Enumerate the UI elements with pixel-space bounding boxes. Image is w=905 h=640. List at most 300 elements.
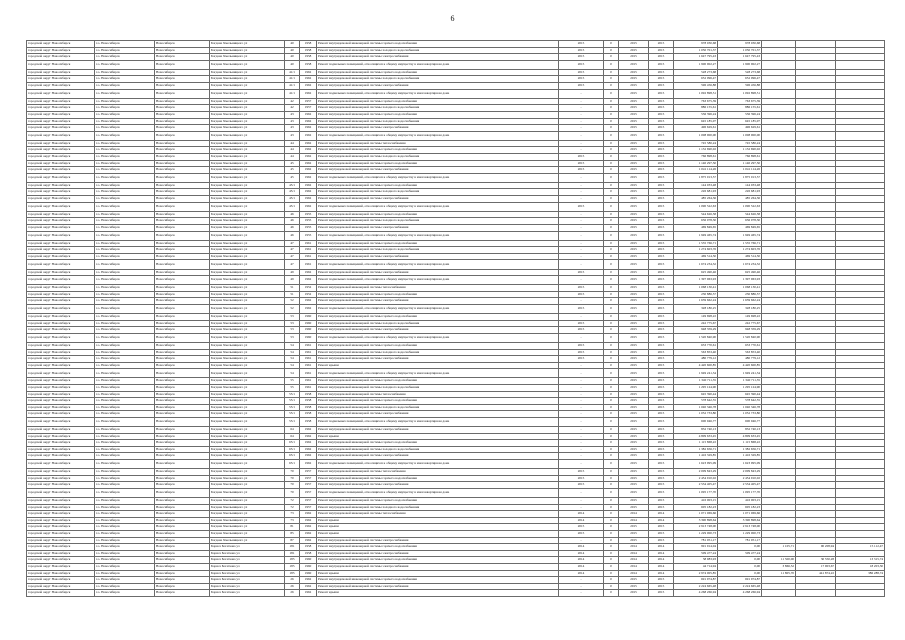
table-cell-district: городской округ Новосибирск [27, 378, 95, 385]
table-cell-cost-b [796, 41, 836, 48]
table-cell-cost-a [762, 504, 796, 511]
table-cell-cost-b [796, 411, 836, 418]
table-cell-cost-c [836, 83, 885, 90]
table-cell-street: Богдана Хмельницкого ул [210, 320, 285, 327]
table-cell-house: 64 [285, 433, 300, 440]
table-cell-cost-c [836, 182, 885, 189]
table-cell-cost-b: 17 903,67 [796, 563, 836, 570]
table-cell-flag: 0 [604, 69, 619, 76]
table-cell-work-type: Ремонт крыши [317, 362, 559, 369]
table-cell-year-built: 1962 [300, 89, 317, 98]
table-row [27, 460, 885, 469]
table-cell-district: городской округ Новосибирск [27, 304, 95, 313]
table-cell-street: Богдана Хмельницкого ул [210, 511, 285, 518]
table-cell-cost-c [836, 69, 885, 76]
table-cell-flag: 0 [604, 349, 619, 356]
table-cell-end-year: 2015 [649, 285, 674, 292]
table-cell-cost-b [796, 154, 836, 161]
table-cell-start-year: 2014 [619, 511, 649, 518]
table-cell-plan-year: - [559, 211, 604, 218]
table-cell-municipality: г.о. Новосибирск [95, 202, 155, 211]
table-cell-year-built: 1957 [300, 475, 317, 482]
table-cell-district: городской округ Новосибирск [27, 453, 95, 460]
table-cell-total-cost: 652 096,47 [674, 76, 718, 83]
table-cell-city: Новосибирск [155, 391, 210, 398]
table-cell-year-built: 1962 [300, 118, 317, 125]
table-cell-district: городской округ Новосибирск [27, 517, 95, 524]
table-cell-cost-b [796, 577, 836, 584]
table-cell-end-year: 2015 [649, 327, 674, 334]
table-cell-plan-year: - [559, 577, 604, 584]
table-cell-plan-year: - [559, 427, 604, 434]
table-cell-municipality: г.о. Новосибирск [95, 160, 155, 167]
table-row [27, 98, 885, 105]
table-cell-work-type: Ремонт подвальных помещений, относящихся к общему имуществу в многоквартирном доме [317, 417, 559, 426]
table-cell-city: Новосибирск [155, 583, 210, 590]
table-cell-flag: 0 [604, 196, 619, 203]
table-cell-street: Богдана Хмельницкого ул [210, 276, 285, 285]
table-cell-municipality: г.о. Новосибирск [95, 276, 155, 285]
table-cell-district: городской округ Новосибирск [27, 269, 95, 276]
table-cell-municipality: г.о. Новосибирск [95, 482, 155, 489]
table-cell-house: 44 [285, 154, 300, 161]
table-cell-flag: 0 [604, 76, 619, 83]
table-cell-plan-year: 2015 [559, 291, 604, 298]
table-cell-plan-year: - [559, 404, 604, 411]
table-cell-cost-a [762, 398, 796, 405]
table-cell-end-year: 2015 [649, 404, 674, 411]
table-cell-district: городской округ Новосибирск [27, 577, 95, 584]
table-cell-plan-year: - [559, 433, 604, 440]
table-cell-flag: 0 [604, 583, 619, 590]
table-cell-street: Богдана Хмельницкого ул [210, 298, 285, 305]
table-cell-flag: 0 [604, 356, 619, 363]
table-cell-district: городской округ Новосибирск [27, 333, 95, 342]
table-cell-cost-a [762, 362, 796, 369]
table-cell-end-year: 2015 [649, 105, 674, 112]
table-cell-fund-cost: 1 229 000,73 [718, 530, 762, 537]
table-cell-end-year: 2015 [649, 398, 674, 405]
table-cell-cost-a [762, 391, 796, 398]
table-cell-cost-b [796, 427, 836, 434]
table-cell-cost-a [762, 76, 796, 83]
table-cell-work-type: Ремонт подвальных помещений, относящихся к общему имуществу в многоквартирном доме [317, 369, 559, 378]
table-row [27, 327, 885, 334]
table-cell-year-built: 1962 [300, 69, 317, 76]
table-cell-work-type: Ремонт внутридомовой инженерной системы холодного водоснабжения [317, 47, 559, 54]
table-cell-end-year: 2015 [649, 440, 674, 447]
table-cell-flag: 0 [604, 369, 619, 378]
table-cell-district: городской округ Новосибирск [27, 285, 95, 292]
table-cell-year-built: 1957 [300, 469, 317, 476]
table-cell-total-cost: 645 390,44 [674, 391, 718, 398]
table-cell-fund-cost: 469 514,50 [718, 253, 762, 260]
table-cell-start-year: 2015 [619, 427, 649, 434]
table-row [27, 369, 885, 378]
table-row [27, 240, 885, 247]
table-row [27, 590, 885, 597]
table-cell-street: Богдана Хмельницкого ул [210, 247, 285, 254]
table-cell-municipality: г.о. Новосибирск [95, 333, 155, 342]
table-cell-street: Богдана Хмельницкого ул [210, 147, 285, 154]
table-cell-end-year: 2015 [649, 342, 674, 349]
table-cell-city: Новосибирск [155, 511, 210, 518]
table-cell-end-year: 2015 [649, 140, 674, 147]
table-cell-district: городской округ Новосибирск [27, 570, 95, 577]
table-cell-city: Новосибирск [155, 196, 210, 203]
table-cell-total-cost: 144 033,48 [674, 182, 718, 189]
table-row [27, 41, 885, 48]
table-cell-plan-year: - [559, 118, 604, 125]
table-cell-cost-c [836, 89, 885, 98]
table-cell-house: 46 [285, 224, 300, 231]
table-cell-street: Богдана Хмельницкого ул [210, 417, 285, 426]
table-cell-work-type: Ремонт внутридомовой инженерной системы электроснабжения [317, 537, 559, 544]
table-cell-total-cost: 2 534 405,47 [674, 482, 718, 489]
table-cell-street: Богдана Хмельницкого ул [210, 218, 285, 225]
table-cell-city: Новосибирск [155, 167, 210, 174]
table-cell-work-type: Ремонт крыши [317, 570, 559, 577]
table-cell-start-year: 2015 [619, 173, 649, 182]
table-cell-fund-cost: 596 456,88 [718, 83, 762, 90]
table-cell-city: Новосибирск [155, 475, 210, 482]
table-row [27, 154, 885, 161]
table-cell-house: 26 [285, 590, 300, 597]
table-cell-flag: 0 [604, 111, 619, 118]
table-cell-city: Новосибирск [155, 240, 210, 247]
table-cell-end-year: 2015 [649, 433, 674, 440]
table-row [27, 333, 885, 342]
table-cell-total-cost: 416 003,15 [674, 498, 718, 505]
table-cell-total-cost: 1 092 898,51 [674, 89, 718, 98]
table-cell-fund-cost: 242 775,67 [718, 320, 762, 327]
table-cell-cost-c [836, 140, 885, 147]
table-cell-work-type: Ремонт внутридомовой инженерной системы холодного водоснабжения [317, 247, 559, 254]
table-cell-flag: 0 [604, 314, 619, 321]
table-cell-fund-cost: 0,00 [718, 544, 762, 551]
table-cell-house: 52 [285, 298, 300, 305]
table-cell-end-year: 2015 [649, 314, 674, 321]
table-cell-end-year: 2015 [649, 260, 674, 269]
table-cell-cost-b [796, 285, 836, 292]
table-cell-city: Новосибирск [155, 378, 210, 385]
table-cell-cost-a [762, 453, 796, 460]
table-cell-cost-c [836, 247, 885, 254]
table-cell-cost-b [796, 260, 836, 269]
table-row [27, 577, 885, 584]
table-cell-street: Богдана Хмельницкого ул [210, 54, 285, 61]
table-cell-cost-a [762, 285, 796, 292]
table-cell-municipality: г.о. Новосибирск [95, 446, 155, 453]
table-cell-street: Богдана Хмельницкого ул [210, 189, 285, 196]
table-cell-municipality: г.о. Новосибирск [95, 211, 155, 218]
table-cell-flag: 0 [604, 54, 619, 61]
table-cell-fund-cost: 1 397 963,93 [718, 276, 762, 285]
table-cell-street: Богдана Хмельницкого ул [210, 446, 285, 453]
table-cell-start-year: 2015 [619, 537, 649, 544]
table-cell-flag: 0 [604, 231, 619, 240]
table-cell-city: Новосибирск [155, 356, 210, 363]
table-cell-total-cost: 1 132 690,02 [674, 147, 718, 154]
table-cell-street: Богдана Хмельницкого ул [210, 475, 285, 482]
table-cell-work-type: Ремонт подвальных помещений, относящихся к общему имуществу в многоквартирном доме [317, 89, 559, 98]
table-cell-city: Новосибирск [155, 173, 210, 182]
table-cell-city: Новосибирск [155, 482, 210, 489]
table-cell-cost-c [836, 453, 885, 460]
table-cell-end-year: 2015 [649, 537, 674, 544]
table-cell-year-built: 1962 [300, 76, 317, 83]
table-cell-flag: 0 [604, 160, 619, 167]
table-cell-work-type: Ремонт внутридомовой инженерной системы электроснабжения [317, 482, 559, 489]
table-cell-district: городской округ Новосибирск [27, 498, 95, 505]
table-cell-district: городской округ Новосибирск [27, 291, 95, 298]
table-cell-street: Богдана Хмельницкого ул [210, 60, 285, 69]
table-cell-end-year: 2015 [649, 218, 674, 225]
table-cell-start-year: 2015 [619, 488, 649, 497]
table-cell-cost-b [796, 98, 836, 105]
table-cell-municipality: г.о. Новосибирск [95, 196, 155, 203]
table-cell-house: 43 [285, 118, 300, 125]
table-cell-cost-b [796, 583, 836, 590]
table-cell-cost-b [796, 356, 836, 363]
table-cell-start-year: 2015 [619, 160, 649, 167]
table-cell-flag: 0 [604, 524, 619, 531]
table-cell-district: городской округ Новосибирск [27, 211, 95, 218]
table-cell-flag: 0 [604, 202, 619, 211]
table-cell-flag: 0 [604, 247, 619, 254]
table-cell-start-year: 2015 [619, 253, 649, 260]
table-cell-total-cost: 2 974 005,85 [674, 570, 718, 577]
table-cell-cost-a [762, 411, 796, 418]
table-cell-start-year: 2015 [619, 411, 649, 418]
table-cell-district: городской округ Новосибирск [27, 231, 95, 240]
table-cell-fund-cost: 1 052 733,80 [718, 411, 762, 418]
table-cell-cost-b [796, 269, 836, 276]
table-cell-start-year: 2015 [619, 125, 649, 132]
table-cell-year-built: 1962 [300, 83, 317, 90]
table-cell-year-built: 1962 [300, 453, 317, 460]
table-cell-flag: 0 [604, 563, 619, 570]
table-cell-start-year: 2015 [619, 118, 649, 125]
table-cell-municipality: г.о. Новосибирск [95, 125, 155, 132]
table-cell-start-year: 2015 [619, 433, 649, 440]
table-cell-end-year: 2015 [649, 69, 674, 76]
table-cell-cost-c [836, 475, 885, 482]
table-cell-start-year: 2015 [619, 154, 649, 161]
table-cell-cost-a [762, 276, 796, 285]
table-cell-cost-c [836, 362, 885, 369]
table-cell-street: Богдана Хмельницкого ул [210, 269, 285, 276]
table-cell-municipality: г.о. Новосибирск [95, 440, 155, 447]
table-cell-year-built: 1961 [300, 362, 317, 369]
table-cell-plan-year: - [559, 590, 604, 597]
table-cell-year-built: 1952 [300, 285, 317, 292]
table-cell-municipality: г.о. Новосибирск [95, 298, 155, 305]
table-cell-street: Богдана Хмельницкого ул [210, 530, 285, 537]
table-row [27, 173, 885, 182]
table-cell-cost-b [796, 504, 836, 511]
table-cell-district: городской округ Новосибирск [27, 154, 95, 161]
table-cell-cost-a [762, 356, 796, 363]
table-row [27, 314, 885, 321]
table-cell-street: Богдана Хмельницкого ул [210, 125, 285, 132]
table-cell-plan-year: 2014 [559, 557, 604, 564]
table-cell-street: Богдана Хмельницкого ул [210, 76, 285, 83]
table-cell-district: городской округ Новосибирск [27, 218, 95, 225]
table-cell-cost-a [762, 511, 796, 518]
table-cell-year-built: 1958 [300, 550, 317, 557]
table-row [27, 398, 885, 405]
table-cell-end-year: 2015 [649, 111, 674, 118]
table-cell-district: городской округ Новосибирск [27, 253, 95, 260]
table-row [27, 260, 885, 269]
table-cell-municipality: г.о. Новосибирск [95, 378, 155, 385]
table-row [27, 131, 885, 140]
table-cell-total-cost: 1 416 329,85 [674, 453, 718, 460]
table-row [27, 105, 885, 112]
table-row [27, 76, 885, 83]
table-cell-cost-b [796, 160, 836, 167]
table-cell-district: городской округ Новосибирск [27, 391, 95, 398]
table-cell-house: 185 [285, 570, 300, 577]
table-cell-cost-a [762, 342, 796, 349]
table-cell-cost-c [836, 41, 885, 48]
table-cell-total-cost: 1 340 711,35 [674, 378, 718, 385]
table-cell-district: городской округ Новосибирск [27, 427, 95, 434]
table-cell-city: Новосибирск [155, 291, 210, 298]
table-cell-district: городской округ Новосибирск [27, 105, 95, 112]
table-cell-municipality: г.о. Новосибирск [95, 111, 155, 118]
table-cell-cost-c [836, 196, 885, 203]
table-cell-house: 55/1 [285, 398, 300, 405]
table-cell-work-type: Ремонт подвальных помещений, относящихся к общему имуществу в многоквартирном доме [317, 131, 559, 140]
table-cell-house: 55 [285, 385, 300, 392]
table-cell-year-built: 1958 [300, 60, 317, 69]
table-cell-start-year: 2015 [619, 224, 649, 231]
table-cell-street: Богдана Хмельницкого ул [210, 160, 285, 167]
table-cell-work-type: Ремонт внутридомовой инженерной системы холодного водоснабжения [317, 189, 559, 196]
table-cell-flag: 0 [604, 440, 619, 447]
table-cell-cost-a [762, 189, 796, 196]
table-cell-street: Богдана Хмельницкого ул [210, 69, 285, 76]
table-cell-house: 54 [285, 369, 300, 378]
table-cell-start-year: 2014 [619, 544, 649, 551]
table-cell-plan-year: 2015 [559, 327, 604, 334]
table-cell-plan-year: - [559, 378, 604, 385]
table-cell-flag: 0 [604, 140, 619, 147]
table-cell-plan-year: - [559, 105, 604, 112]
table-cell-start-year: 2015 [619, 269, 649, 276]
table-cell-street: Богдана Хмельницкого ул [210, 314, 285, 321]
table-row [27, 269, 885, 276]
table-cell-flag: 0 [604, 385, 619, 392]
table-cell-municipality: г.о. Новосибирск [95, 327, 155, 334]
table-cell-plan-year: - [559, 498, 604, 505]
table-cell-fund-cost: 886 155,61 [718, 105, 762, 112]
table-cell-start-year: 2015 [619, 60, 649, 69]
table-cell-plan-year: 2015 [559, 469, 604, 476]
table-cell-end-year: 2015 [649, 385, 674, 392]
table-cell-city: Новосибирск [155, 218, 210, 225]
table-cell-flag: 0 [604, 320, 619, 327]
table-row [27, 189, 885, 196]
table-cell-fund-cost: 2 454 910,02 [718, 475, 762, 482]
table-cell-district: городской округ Новосибирск [27, 342, 95, 349]
table-row [27, 446, 885, 453]
table-cell-cost-a [762, 517, 796, 524]
table-cell-city: Новосибирск [155, 211, 210, 218]
table-cell-fund-cost: 832 740,13 [718, 427, 762, 434]
table-row [27, 224, 885, 231]
table-cell-city: Новосибирск [155, 369, 210, 378]
table-cell-work-type: Ремонт внутридомовой инженерной системы электроснабжения [317, 550, 559, 557]
table-cell-district: городской округ Новосибирск [27, 260, 95, 269]
table-cell-end-year: 2015 [649, 154, 674, 161]
table-cell-cost-b [796, 167, 836, 174]
table-cell-city: Новосибирск [155, 314, 210, 321]
table-cell-flag: 0 [604, 530, 619, 537]
table-cell-street: Богдана Хмельницкого ул [210, 89, 285, 98]
table-cell-end-year: 2015 [649, 60, 674, 69]
table-cell-total-cost: 4 420 600,85 [674, 362, 718, 369]
table-cell-cost-c [836, 131, 885, 140]
table-cell-street: Богдана Хмельницкого ул [210, 140, 285, 147]
table-cell-fund-cost: 1 092 898,51 [718, 89, 762, 98]
table-cell-plan-year: - [559, 240, 604, 247]
table-cell-cost-c: 386 288,74 [836, 570, 885, 577]
table-row [27, 453, 885, 460]
table-cell-year-built: 1958 [300, 391, 317, 398]
table-row [27, 231, 885, 240]
table-cell-street: Бориса Богаткова ул [210, 570, 285, 577]
table-cell-city: Новосибирск [155, 498, 210, 505]
table-cell-municipality: г.о. Новосибирск [95, 89, 155, 98]
table-row [27, 488, 885, 497]
table-cell-municipality: г.о. Новосибирск [95, 385, 155, 392]
table-cell-municipality: г.о. Новосибирск [95, 231, 155, 240]
table-cell-work-type: Ремонт подвальных помещений, относящихся к общему имуществу в многоквартирном доме [317, 173, 559, 182]
table-cell-cost-b [796, 76, 836, 83]
table-cell-start-year: 2015 [619, 349, 649, 356]
table-cell-flag: 0 [604, 482, 619, 489]
table-row [27, 440, 885, 447]
table-cell-house: 65/1 [285, 453, 300, 460]
table-cell-municipality: г.о. Новосибирск [95, 362, 155, 369]
table-cell-house: 43 [285, 111, 300, 118]
table-cell-plan-year: - [559, 196, 604, 203]
table-cell-fund-cost: 1 090 522,63 [718, 202, 762, 211]
table-cell-cost-a [762, 253, 796, 260]
table-cell-district: городской округ Новосибирск [27, 524, 95, 531]
table-cell-house: 70 [285, 482, 300, 489]
table-cell-fund-cost: 636 078,30 [718, 218, 762, 225]
table-cell-plan-year: - [559, 362, 604, 369]
table-cell-year-built: 1962 [300, 196, 317, 203]
table-cell-end-year: 2015 [649, 240, 674, 247]
table-cell-municipality: г.о. Новосибирск [95, 498, 155, 505]
table-cell-cost-a [762, 314, 796, 321]
table-cell-city: Новосибирск [155, 504, 210, 511]
table-cell-cost-c [836, 460, 885, 469]
table-cell-flag: 0 [604, 285, 619, 292]
table-cell-total-cost: 1 229 000,73 [674, 530, 718, 537]
table-cell-end-year: 2015 [649, 446, 674, 453]
table-cell-fund-cost: 1 949 241,34 [718, 369, 762, 378]
table-cell-city: Новосибирск [155, 440, 210, 447]
table-cell-district: городской округ Новосибирск [27, 563, 95, 570]
table-cell-year-built: 1957 [300, 504, 317, 511]
table-cell-end-year: 2015 [649, 391, 674, 398]
